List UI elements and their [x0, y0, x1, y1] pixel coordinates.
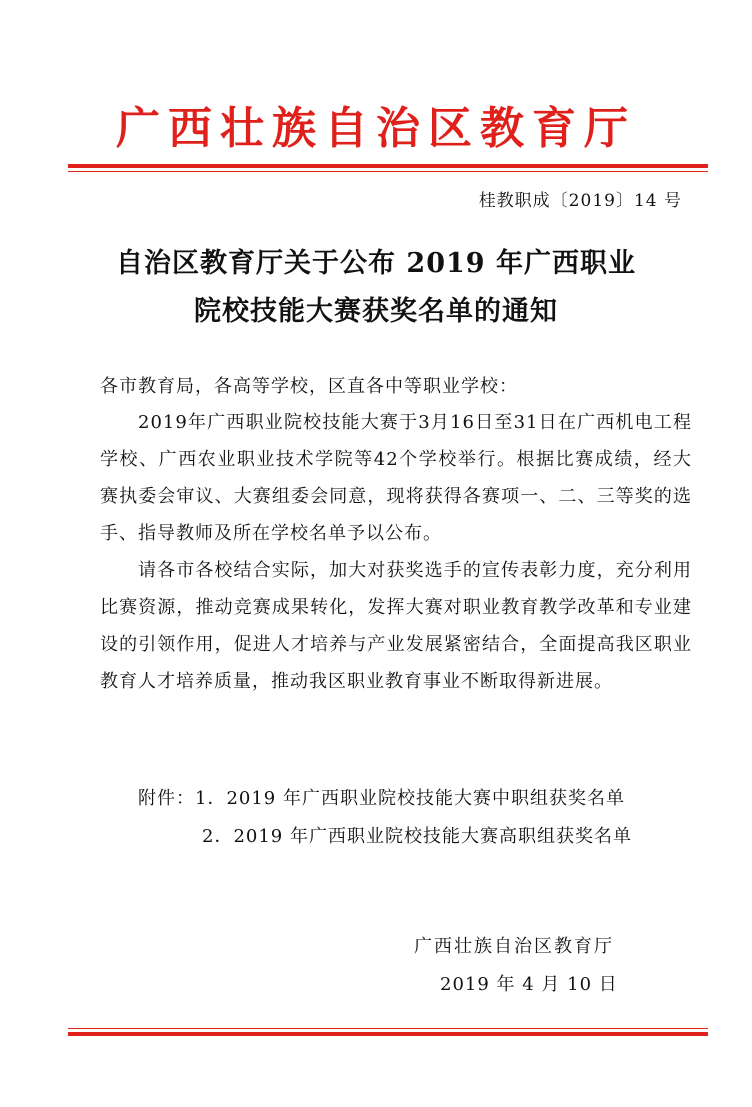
addressee: 各市教育局，各高等学校，区直各中等职业学校： [100, 376, 518, 397]
signature-organization: 广西壮族自治区教育厅 [414, 936, 614, 957]
document-title [0, 240, 752, 336]
document-title-line-1: 自治区教育厅关于公布 2019 年广西职业 [116, 248, 636, 279]
document-number: 桂教职成〔2019〕14 号 [478, 191, 682, 211]
body-paragraph-2: 请各市各校结合实际，加大对获奖选手的宣传表彰力度，充分利用比赛资源，推动竞赛成果转化，发挥大赛对职业教育教学改革和专业建设的引领作用，促进人才培养与产业发展紧密结合，全面提高我区职业教育人才培养质量，推动我区职业教育事业不断取得新进展。 [100, 560, 692, 692]
signature-date: 2019 年 4 月 10 日 [440, 974, 618, 995]
document-title-line-2: 院校技能大赛获奖名单的通知 [194, 296, 558, 327]
header-red-rule-thick [68, 164, 708, 168]
attachment-item-1: 附件：1．2019 年广西职业院校技能大赛中职组获奖名单 [138, 788, 625, 809]
body-paragraph-1: 2019年广西职业院校技能大赛于3月16日至31日在广西机电工程学校、广西农业职业技术学院等42个学校举行。根据比赛成绩，经大赛执委会审议、大赛组委会同意，现将获得各赛项一、二、三等奖的选手、指导教师及所在学校名单予以公布。 [100, 412, 692, 544]
footer-red-rule-thin [68, 1028, 708, 1029]
issuing-org-header: 广西壮族自治区教育厅 [116, 103, 636, 154]
header-red-rule-thin [68, 171, 708, 172]
footer-red-rule-thick [68, 1032, 708, 1036]
attachment-item-2: 2．2019 年广西职业院校技能大赛高职组获奖名单 [202, 826, 632, 847]
